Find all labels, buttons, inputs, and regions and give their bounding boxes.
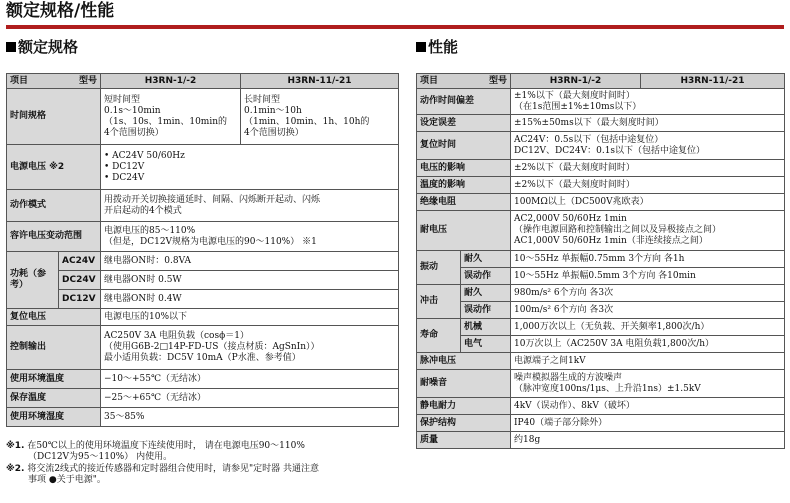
row-label: 静电耐力 (417, 398, 511, 415)
table-row (7, 309, 399, 326)
row-label: 复位电压 (7, 309, 101, 326)
performance-table (416, 73, 785, 449)
cell-line: DC12V、DC24V：0.1s以下（包括中途复位） (514, 145, 706, 156)
header-col2: H3RN-11/-21 (241, 74, 399, 89)
cell-line: 最小适用负载：DC5V 10mA（P水准、参考值） (104, 353, 301, 363)
cell-line: 短时间型 (104, 94, 141, 105)
cell-line: AC2,000V 50/60Hz 1min (514, 214, 627, 224)
footnote-mark: ※2. (6, 464, 25, 474)
row-value (511, 211, 785, 251)
table-row (417, 251, 785, 268)
row-value: 100m/s² 6个方向 各3次 (511, 302, 785, 319)
sub-label: 耐久 (461, 285, 511, 302)
cell-line: 0.1s～10min (104, 105, 161, 116)
table-row (417, 194, 785, 211)
cell-line: 用拨动开关切换接通延时、间隔、闪烁断开起动、闪烁 (104, 194, 321, 205)
power-value: 继电器ON时 0.4W (101, 290, 399, 309)
row-label: 电压的影响 (417, 160, 511, 177)
table-row (7, 290, 399, 309)
sub-label: DC12V (59, 290, 101, 309)
cell-line: （在1s范围±1%±10ms以下） (514, 101, 642, 112)
table-row (417, 160, 785, 177)
table-row (7, 389, 399, 408)
row-label: 动作时间偏差 (417, 89, 511, 115)
row-value: ±2%以下（最大刻度时间时） (511, 160, 785, 177)
table-row (417, 302, 785, 319)
row-label: 脉冲电压 (417, 353, 511, 370)
table-row (417, 336, 785, 353)
row-label: 电源电压 ※2 (7, 145, 101, 190)
header-col2: H3RN-11/-21 (641, 74, 785, 89)
footnote-mark: ※1. (6, 441, 25, 451)
row-label: 耐电压 (417, 211, 511, 251)
time-spec-short (101, 89, 241, 145)
control-output-value (101, 326, 399, 370)
table-row (417, 115, 785, 132)
header-col1: H3RN-1/-2 (101, 74, 241, 89)
row-value: 100MΩ以上（DC500V兆欧表） (511, 194, 785, 211)
cell-line: 电源电压的85～110% (104, 225, 196, 236)
header-model: 型号 (488, 75, 507, 86)
header-col1: H3RN-1/-2 (511, 74, 641, 89)
row-value: 10～55Hz 单振幅0.75mm 3个方向 各1h (511, 251, 785, 268)
ambient-temp-value: −10～+55℃（无结冰） (101, 370, 399, 389)
table-row (7, 271, 399, 290)
table-row (7, 408, 399, 427)
footnote-text: 在50℃以上的使用环境温度下连续使用时， 请在电源电压90～110% (27, 441, 305, 451)
header-item: 项目 (10, 75, 29, 86)
row-value: 980m/s² 6个方向 各3次 (511, 285, 785, 302)
row-value (511, 370, 785, 398)
sub-label: 误动作 (461, 268, 511, 285)
footnote-text: （DC12V为95～110%） 内使用。 (28, 452, 173, 462)
cell-line: （但是，DC12V规格为电源电压的90～110%） ※1 (104, 236, 317, 247)
cell-line: （使用G6B-2□14P-FD-US（接点材质：AgSnIn）） (104, 342, 320, 352)
cell-line: 4个范围切换） (104, 127, 164, 138)
row-label: 质量 (417, 432, 511, 449)
reset-voltage-value: 电源电压的10%以下 (101, 309, 399, 326)
table-row (417, 398, 785, 415)
header-row (7, 74, 399, 89)
table-row (417, 370, 785, 398)
sub-label: 电气 (461, 336, 511, 353)
table-row (417, 432, 785, 449)
voltage-range-value (101, 222, 399, 252)
row-value: 电源端子之间1kV (511, 353, 785, 370)
row-label: 冲击 (417, 285, 461, 319)
table-row (417, 415, 785, 432)
row-value: 10～55Hz 单振幅0.5mm 3个方向 各10min (511, 268, 785, 285)
row-label: 动作模式 (7, 190, 101, 222)
table-row (7, 252, 399, 271)
row-label: 使用环境湿度 (7, 408, 101, 427)
power-value: 继电器ON时：0.8VA (101, 252, 399, 271)
cell-line: • DC24V (104, 172, 145, 183)
table-row (417, 132, 785, 160)
row-label: 使用环境温度 (7, 370, 101, 389)
table-row (7, 222, 399, 252)
cell-line: 噪声模拟器生成的方波噪声 (514, 372, 623, 383)
sub-label: 机械 (461, 319, 511, 336)
footnote (6, 441, 398, 463)
row-label: 耐噪音 (417, 370, 511, 398)
table-row (7, 89, 399, 145)
row-label: 控制输出 (7, 326, 101, 370)
cell-line: （操作电源回路和控制输出之间以及异极接点之间） (514, 225, 722, 235)
sub-label: 耐久 (461, 251, 511, 268)
table-row (7, 326, 399, 370)
row-value: 10万次以上（AC250V 3A 电阻负载1,800次/h） (511, 336, 785, 353)
row-value: 4kV（误动作）、8kV（破坏） (511, 398, 785, 415)
operation-mode-value (101, 190, 399, 222)
table-row (417, 353, 785, 370)
sub-label: AC24V (59, 252, 101, 271)
row-label: 保存温度 (7, 389, 101, 408)
row-value: ±2%以下（最大刻度时间时） (511, 177, 785, 194)
table-row (417, 89, 785, 115)
table-row (417, 285, 785, 302)
time-spec-long (241, 89, 399, 145)
footnote-text: 将交流2线式的接近传感器和定时器组合使用时，请参见"定时器 共通注意 (27, 464, 320, 474)
row-label: 温度的影响 (417, 177, 511, 194)
cell-line: （1s、10s、1min、10min的 (104, 116, 228, 127)
sub-label: DC24V (59, 271, 101, 290)
row-value: ±15%±50ms以下（最大刻度时间） (511, 115, 785, 132)
table-row (417, 177, 785, 194)
footnotes (6, 441, 398, 487)
row-value (511, 132, 785, 160)
page-title: 额定规格/性能 (6, 1, 115, 21)
section-heading-ratings (6, 38, 78, 56)
row-value (511, 89, 785, 115)
title-rule (6, 25, 784, 29)
row-label: 复位时间 (417, 132, 511, 160)
row-label: 寿命 (417, 319, 461, 353)
square-bullet-icon (416, 42, 426, 52)
row-label: 容许电压变动范围 (7, 222, 101, 252)
ambient-humidity-value: 35～85% (101, 408, 399, 427)
square-bullet-icon (6, 42, 16, 52)
footnote (6, 464, 398, 486)
cell-line: 4个范围切换） (244, 127, 304, 138)
supply-voltage-values (101, 145, 399, 190)
cell-line: AC1,000V 50/60Hz 1min（非连续接点之间） (514, 236, 708, 246)
cell-line: （脉冲宽度100ns/1μs、上升沿1ns）±1.5kV (514, 383, 701, 394)
row-label: 保护结构 (417, 415, 511, 432)
power-value: 继电器ON时 0.5W (101, 271, 399, 290)
header-model: 型号 (78, 75, 97, 86)
cell-line: ±1%以下（最大刻度时间时） (514, 90, 635, 101)
row-value: IP40（端子部分除外） (511, 415, 785, 432)
storage-temp-value: −25～+65℃（无结冰） (101, 389, 399, 408)
row-label: 设定误差 (417, 115, 511, 132)
cell-line: • DC12V (104, 161, 145, 172)
header-item-model (7, 74, 101, 89)
row-label: 振动 (417, 251, 461, 285)
row-label: 绝缘电阻 (417, 194, 511, 211)
footnote-text: 事项 ●关于电源"。 (28, 475, 106, 485)
row-value: 1,000万次以上（无负载、开关频率1,800次/h） (511, 319, 785, 336)
table-row (417, 319, 785, 336)
cell-line: AC250V 3A 电阻负载（cosϕ＝1） (104, 331, 249, 341)
header-item-model (417, 74, 511, 89)
header-row (417, 74, 785, 89)
cell-line: （1min、10min、1h、10h的 (244, 116, 370, 127)
table-row (417, 211, 785, 251)
row-label: 功耗（参考） (7, 252, 59, 309)
section-title-ratings: 额定规格 (18, 38, 79, 56)
table-row (7, 145, 399, 190)
table-row (417, 268, 785, 285)
sub-label: 误动作 (461, 302, 511, 319)
ratings-table (6, 73, 399, 427)
cell-line: AC24V：0.5s以下（包括中途复位） (514, 134, 664, 145)
table-row (7, 370, 399, 389)
table-row (7, 190, 399, 222)
cell-line: 长时间型 (244, 94, 281, 105)
cell-line: 开启起动的4个模式 (104, 205, 182, 216)
section-title-performance: 性能 (428, 38, 459, 56)
cell-line: • AC24V 50/60Hz (104, 150, 185, 161)
row-label: 时间规格 (7, 89, 101, 145)
cell-line: 0.1min～10h (244, 105, 302, 116)
row-value: 约18g (511, 432, 785, 449)
section-heading-performance (416, 38, 458, 56)
header-item: 项目 (420, 75, 439, 86)
